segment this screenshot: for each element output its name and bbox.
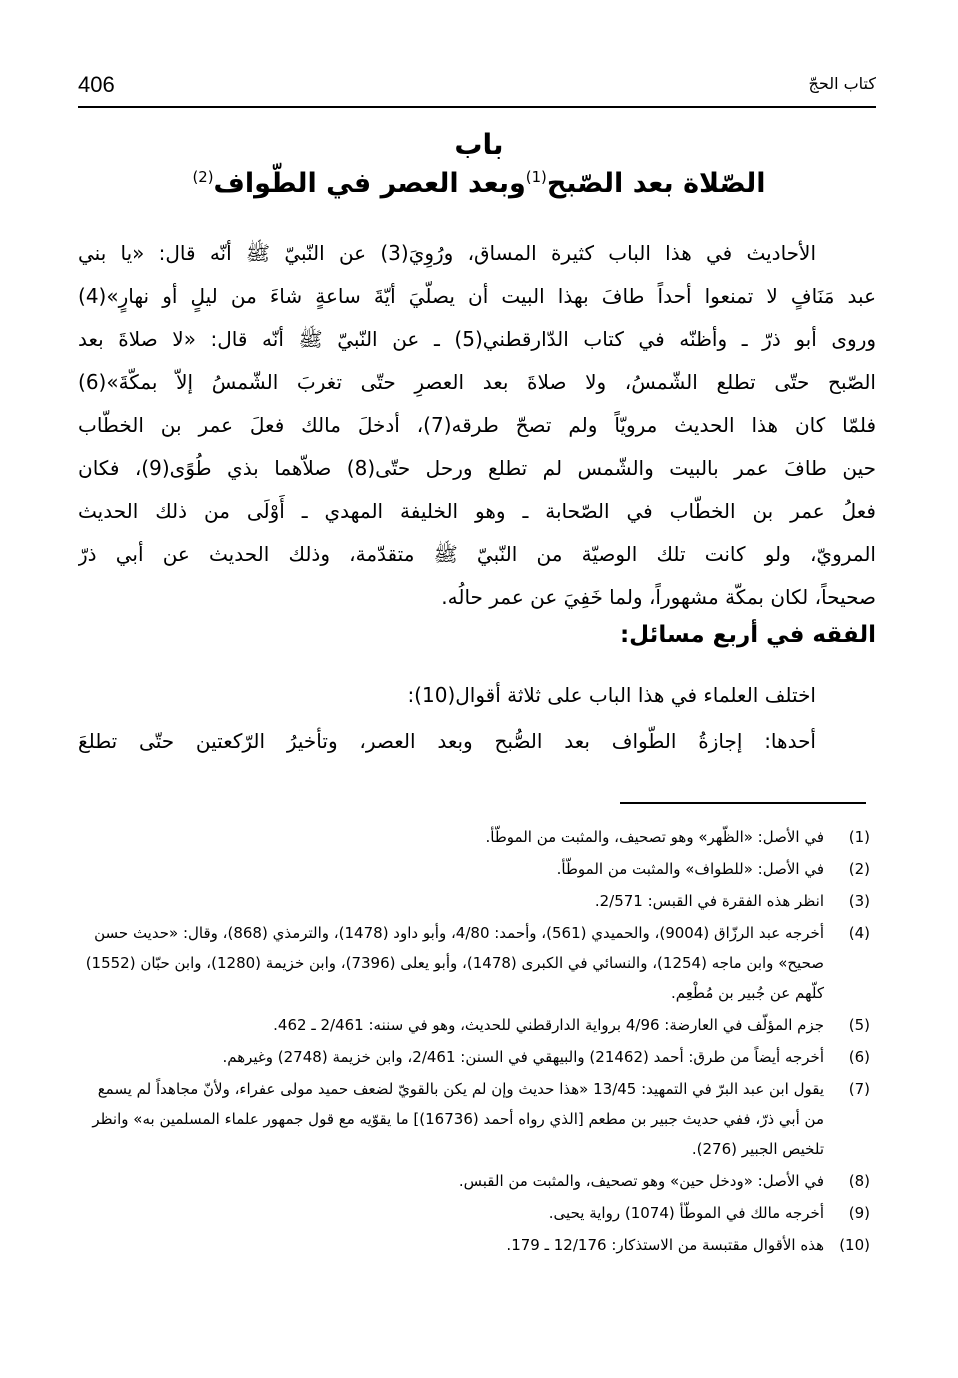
footnote-number: (8): [848, 1172, 870, 1190]
chapter-title-part2: وبعد العصر في الطّواف: [213, 168, 526, 199]
footnote-item: [78, 918, 870, 1008]
footnote-item: [78, 822, 870, 852]
footnote-ref-1: (1): [525, 168, 547, 186]
footnotes: [78, 822, 870, 1262]
body-line: حين طافَ عمر بالبيت والشّمس لم تطلع ورحل حتّى(8) صلاّهما بذي طُوًى(9)، فكان: [78, 456, 876, 480]
footnote-item: [78, 1010, 870, 1040]
footnote-text: هذه الأقوال مقتبسة من الاستذكار: 12/176 ـ 179.: [506, 1236, 824, 1254]
footnote-number: (10): [839, 1236, 870, 1254]
section-line: اختلف العلماء في هذا الباب على ثلاثة أقوال(10):: [407, 683, 816, 707]
footnote-number: (5): [848, 1016, 870, 1034]
chapter-title-part1: الصّلاة بعد الصّبح: [546, 168, 766, 199]
footnote-item: [78, 1074, 870, 1164]
body-line: فلمّا كان هذا الحديث مرويّاً ولم تصحّ طرقه(7)، أدخلَ مالك فعلَ عمر بن الخطّاب: [78, 413, 876, 437]
page-number: 406: [78, 72, 115, 97]
footnote-text: يقول ابن عبد البرّ في التمهيد: 13/45 «هذا حديث وإن لم يكن بالقويّ لضعف حميد مولى عفراء، ولأنّ مجاهداً لم يسمع من أبي ذرّ، ففي حديث جبير بن مطعم [الذي رواه أحمد (16736)] ما يقوّيه مع قول جمهور علماء المسلمين به» وانظر تلخيص الجبير (276).: [92, 1080, 824, 1158]
footnote-number: (2): [848, 860, 870, 878]
header-rule: [78, 106, 876, 108]
footnote-item: [78, 1042, 870, 1072]
footnote-ref-2: (2): [192, 168, 214, 186]
chapter-label: باب: [454, 128, 504, 161]
footnote-text: في الأصل: «الظّهر» وهو تصحيف، والمثبت من الموطّأ.: [485, 828, 824, 846]
body-line: فعلُ عمر بن الخطّاب في الصّحابة ـ وهو الخليفة المهدي ـ أَوْلَى من ذلك الحديث: [78, 499, 876, 523]
footnote-item: [78, 886, 870, 916]
footnote-number: (7): [848, 1080, 870, 1098]
footnote-text: انظر هذه الفقرة في القبس: 2/571.: [594, 892, 824, 910]
footnote-number: (9): [848, 1204, 870, 1222]
footnote-item: [78, 1198, 870, 1228]
chapter-title: [0, 168, 958, 199]
footnote-text: في الأصل: «للطواف» والمثبت من الموطّأ.: [556, 860, 824, 878]
footnote-number: (1): [848, 828, 870, 846]
footnote-number: (6): [848, 1048, 870, 1066]
footnote-text: جزم المؤلّف في العارضة: 4/96 برواية الدارقطني للحديث، وهو في سننه: 2/461 ـ 462.: [273, 1016, 824, 1034]
body-line: المرويّ، ولو كانت تلك الوصيّة من النّبيّ ﷺ متقدّمة، وذلك الحديث عن أبي ذرّ: [78, 542, 876, 566]
body-line: الأحاديث في هذا الباب كثيرة المساق، ورُوِيَ(3) عن النّبيّ ﷺ أنّه قال: «يا بني: [78, 241, 817, 265]
running-header: [78, 66, 876, 106]
footnote-item: [78, 1230, 870, 1260]
footnote-number: (3): [848, 892, 870, 910]
footnote-text: أخرجه عبد الرزّاق (9004)، والحميدي (561)، وأحمد: 4/80، وأبو داود (1478)، والترمذي (868)، وقال: «حديث حسن صحيح» وابن ماجه (1254)، والنسائي في الكبرى (1478)، وأبو يعلى (7396)، وابن خزيمة (1280)، وابن حبّان (1552) كلّهم عن جُبير بن مُطْعِم.: [85, 924, 824, 1002]
body-line: صحيحاً، لكان بمكّة مشهوراً، ولما خَفِيَ عن عمر حالُه.: [441, 585, 876, 609]
main-paragraph: [78, 232, 876, 619]
footnote-item: [78, 1166, 870, 1196]
footnote-text: أخرجه أيضاً من طرق: أحمد (21462) والبيهقي في السنن: 2/461، وابن خزيمة (2748) وغيرهم.: [222, 1048, 824, 1066]
body-line: الصّبح حتّى تطلع الشّمسُ، ولا صلاةَ بعد العصرِ حتّى تغربَ الشّمسُ إلاّ بمكّةَ»(6): [78, 370, 876, 394]
section-line: أحدها: إجازةُ الطّواف بعد الصُّبح وبعد العصر، وتأخيرُ الرّكعتين حتّى تطلعَ: [78, 729, 816, 753]
footnote-rule: [620, 802, 866, 804]
section-paragraph: [78, 672, 876, 764]
body-line: عبد مَنَافٍ لا تمنعوا أحداً طافَ بهذا البيت أن يصلّيَ أيّةَ ساعةٍ شاءَ من ليلٍ أو نهارٍ»(4): [78, 284, 876, 308]
footnote-item: [78, 854, 870, 884]
body-line: وروى أبو ذرّ ـ وأظنّه في كتاب الدّارقطني(5) ـ عن النّبيّ ﷺ أنّه قال: «لا صلاةَ بعد: [78, 327, 876, 351]
footnote-text: أخرجه مالك في الموطّأ (1074) رواية يحيى.: [548, 1204, 824, 1222]
footnote-number: (4): [848, 924, 870, 942]
book-title: كتاب الحجّ: [808, 74, 876, 93]
footnote-text: في الأصل: «ودخل حين» وهو تصحيف، والمثبت من القبس.: [458, 1172, 824, 1190]
section-heading: الفقه في أربع مسائل:: [619, 622, 876, 648]
